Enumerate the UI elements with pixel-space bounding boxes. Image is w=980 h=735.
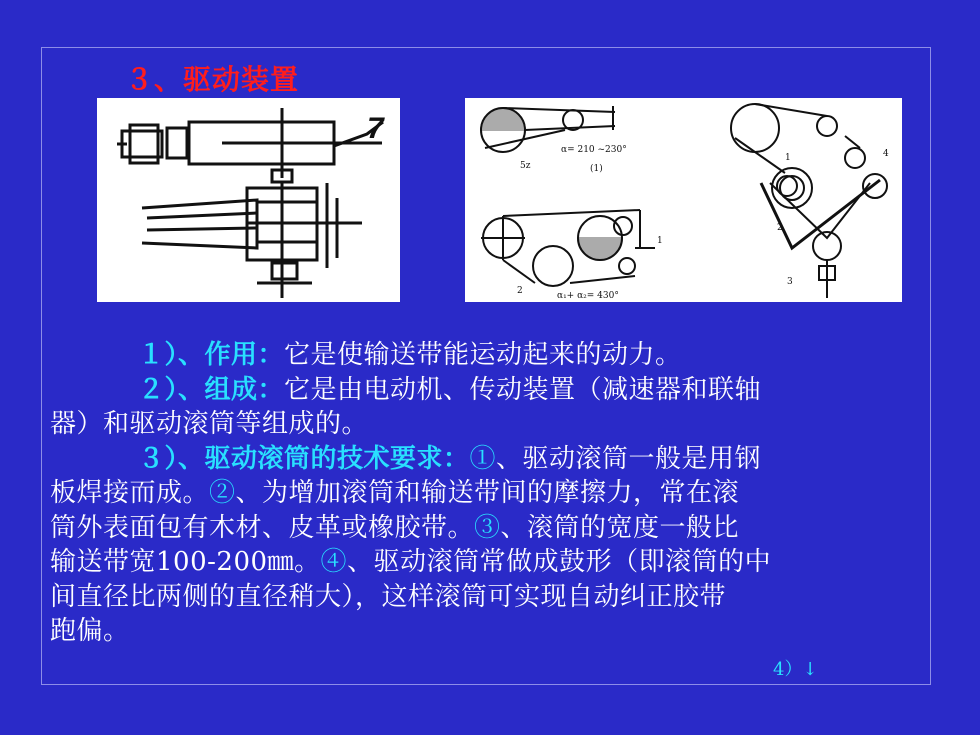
req-text-7: 、驱动滚筒常做成鼓形（即滚筒的中	[347, 547, 772, 577]
callout-2-right: 2	[777, 223, 783, 233]
next-page-link[interactable]: 4）↓	[773, 659, 818, 680]
para-requirements-line3	[50, 511, 925, 546]
callout-5z: 5z	[520, 161, 531, 171]
composition-text-1: 它是由电动机、传动装置（减速器和联轴	[284, 374, 762, 405]
angle-label-1: α= 210 ~230°	[561, 145, 627, 155]
para-function	[50, 338, 925, 373]
para-requirements-line4	[50, 545, 925, 580]
slide-title: ３、驱动装置	[125, 63, 300, 96]
req-text-5: 、滚筒的宽度一般比	[500, 512, 740, 543]
callout-4-right: 4	[883, 149, 889, 159]
drive-unit-drawing	[97, 98, 400, 302]
marker-1: ①	[469, 443, 497, 474]
requirements-label: ３）、驱动滚筒的技术要求：	[138, 443, 470, 474]
marker-4: ④	[320, 547, 348, 577]
diagram-1-label: (1)	[590, 164, 603, 174]
callout-1-left: 1	[657, 236, 663, 246]
req-text-1: 、驱动滚筒一般是用钢	[496, 443, 762, 474]
para-requirements	[50, 442, 925, 477]
req-text-2: 板焊接而成。	[50, 478, 210, 508]
callout-7: 7	[367, 112, 384, 145]
req-text-9: 跑偏。	[50, 616, 130, 646]
drive-unit-figure	[97, 98, 400, 302]
angle-label-2: α₁+ α₂= 430°	[557, 291, 619, 301]
marker-2: ②	[209, 478, 236, 508]
para-composition-cont	[50, 407, 925, 442]
req-text-6: 输送带宽100-200㎜。	[50, 547, 321, 577]
req-text-3: 、为增加滚筒和输送带间的摩擦力，常在滚	[235, 478, 740, 508]
callout-3-right: 3	[787, 277, 793, 287]
req-text-4: 筒外表面包有木材、皮革或橡胶带。	[50, 512, 475, 543]
drive-arrangement-figure	[465, 98, 902, 302]
para-requirements-line5	[50, 580, 925, 615]
req-text-8: 间直径比两侧的直径稍大），这样滚筒可实现自动纠正胶带	[50, 581, 727, 612]
para-requirements-line2	[50, 476, 925, 511]
composition-label: ２）、组成：	[138, 374, 285, 405]
composition-text-2: 器）和驱动滚筒等组成的。	[50, 409, 369, 439]
body-text	[50, 338, 925, 649]
callout-1-right: 1	[785, 153, 791, 163]
drive-arrangement-drawing	[465, 98, 902, 302]
para-requirements-line6	[50, 614, 925, 649]
marker-3: ③	[474, 512, 501, 543]
function-text: 它是使输送带能运动起来的动力。	[284, 340, 682, 370]
callout-2-left: 2	[517, 286, 523, 296]
function-label: １）、作用：	[138, 340, 285, 370]
para-composition	[50, 373, 925, 408]
